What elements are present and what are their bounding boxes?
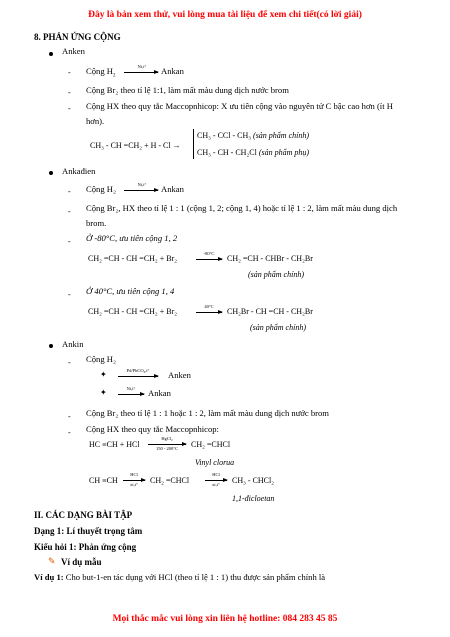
arrow-icon (196, 312, 222, 313)
ankin-eq1-left: HC ≡CH + HCl (89, 440, 140, 449)
anken-equation-main: CH₃ - CCl - CH₃ (sản phẩm chính) (197, 131, 310, 140)
ankadien-case1-title: Ở -80°C, ưu tiên cộng 1, 2 (86, 233, 178, 243)
ankadien-br2-text-2: brom. (86, 218, 107, 228)
ankin-option1-condition: Pd/PbCO₃,t° (126, 368, 150, 373)
anken-equation-left: CH₃ - CH =CH₂ + H - Cl → (90, 141, 181, 150)
ankadien-br2-text-1: Cộng Br₂, HX theo tỉ lệ 1 : 1 (cộng 1, 2; cộng 1, 4) hoặc tỉ lệ 1 : 2, làm mất màu dung dịch (86, 203, 398, 213)
ankin-br2-text: Cộng Br₂ theo tỉ lệ 1 : 1 hoặc 1 : 2, làm mất màu dung dịch nước brom (86, 408, 329, 418)
section-title: 8. PHẢN ỨNG CỘNG (34, 32, 121, 42)
bullet-icon (49, 171, 53, 175)
arrow-icon (205, 480, 227, 481)
arrow-icon (118, 394, 144, 395)
ankin-eq2-name: 1,1-đicloetan (232, 494, 275, 503)
arrow-icon (196, 259, 222, 260)
ankadien-case2-right: CH₂Br - CH =CH - CH₂Br (227, 307, 313, 316)
ankadien-case1-right: CH₂ =CH - CHBr - CH₂Br (227, 254, 313, 263)
anken-h2-text: Cộng $H_2$ (86, 66, 116, 79)
anken-h2-product: Ankan (161, 66, 184, 76)
ankin-option1-product: Anken (168, 370, 191, 380)
ankin-eq2-condition-bottom-2: xt,t° (212, 482, 220, 487)
arrow-icon (124, 72, 158, 73)
ankadien-heading: Ankađien (62, 166, 96, 176)
ankadien-case1-note: (sản phẩm chính) (248, 270, 304, 279)
ankadien-case2-note: (sản phẩm chính) (250, 323, 306, 332)
vidu-mau-title: Ví dụ mẫu (61, 557, 102, 567)
pen-icon: ✎ (48, 556, 56, 566)
ankin-eq1-right: CH₂ =CHCl (191, 440, 231, 449)
dash-icon: - (68, 207, 71, 216)
ankin-eq1-condition-bottom: 150 - 200°C (155, 446, 179, 451)
ankadien-case1-condition: -80°C (203, 251, 215, 256)
ankadien-case2-condition: 40°C (204, 304, 214, 309)
bullet-icon (49, 344, 53, 348)
ankadien-h2-condition: Ni,t° (137, 182, 147, 187)
anken-hx-text-1: Cộng HX theo quy tắc Maccopnhicop: X ưu tiên cộng vào nguyên tử C bậc cao hơn (ít H (86, 101, 393, 111)
ankadien-case2-title: Ở 40°C, ưu tiên cộng 1, 4 (86, 286, 175, 296)
ankin-option2-product: Ankan (148, 388, 171, 398)
anken-br2-text: Cộng Br₂ theo tỉ lệ 1:1, làm mất màu dung dịch nước brom (86, 85, 289, 95)
anken-equation-minor: CH₃ - CH - CH₂Cl (sản phẩm phụ) (197, 148, 310, 157)
ankin-eq2-condition-top-2: HCl (212, 472, 220, 477)
ankin-heading: Ankin (62, 339, 84, 349)
brace-icon (193, 129, 194, 159)
ankadien-case2-left: CH₂ =CH - CH =CH₂ + Br₂ (88, 307, 178, 316)
ankin-eq2-condition-top-1: HCl (130, 472, 138, 477)
arrow-bullet-icon: ✦ (100, 370, 107, 379)
dash-icon: - (68, 237, 71, 246)
arrow-icon (123, 480, 145, 481)
dash-icon: - (68, 187, 71, 196)
top-banner: Đây là bản xem thử, vui lòng mua tài liệu để xem chi tiết(có lời giải) (88, 10, 362, 20)
section-title: II. CÁC DẠNG BÀI TẬP (34, 510, 133, 520)
arrow-icon (148, 444, 186, 445)
dash-icon: - (68, 412, 71, 421)
anken-h2-condition: Ni,t° (137, 64, 147, 69)
ankadien-h2-text: Cộng H₂ (86, 184, 116, 194)
dash-icon: - (68, 290, 71, 299)
dash-icon: - (68, 104, 71, 113)
arrow-icon (118, 376, 158, 377)
ankadien-case1-left: CH₂ =CH - CH =CH₂ + Br₂ (88, 254, 178, 263)
dash-icon: - (68, 358, 71, 367)
ankin-eq2-reactant: CH ≡CH (89, 476, 118, 485)
ankin-eq2-intermediate: CH₂ =CHCl (150, 476, 190, 485)
ankin-hx-text: Cộng HX theo quy tắc Maccopnhicop: (86, 424, 219, 434)
kieu-title: Kiểu hỏi 1: Phản ứng cộng (34, 542, 137, 552)
arrow-bullet-icon: ✦ (100, 388, 107, 397)
dash-icon: - (68, 68, 71, 77)
ankin-option2-condition: Ni,t° (126, 386, 136, 391)
anken-heading: Anken (62, 46, 85, 56)
vidu-1-text: Ví dụ 1: Cho but-1-en tác dụng với HCl (theo tỉ lệ 1 : 1) thu được sản phẩm chính là (34, 572, 326, 582)
ankin-eq1-condition-top: HgCl₂ (161, 436, 173, 441)
ankin-eq2-condition-bottom-1: xt,t° (130, 482, 138, 487)
arrow-icon (124, 190, 158, 191)
dash-icon: - (68, 88, 71, 97)
bottom-banner: Mọi thắc mắc vui lòng xin liên hệ hotline: 084 283 45 85 (112, 614, 338, 624)
anken-hx-text-2: hơn). (86, 116, 105, 126)
ankin-eq2-product: CH₃ - CHCl₂ (232, 476, 275, 485)
bullet-icon (49, 52, 53, 56)
dash-icon: - (68, 428, 71, 437)
ankadien-h2-product: Ankan (161, 184, 184, 194)
dang-title: Dạng 1: Lí thuyết trọng tâm (34, 526, 143, 536)
ankin-eq1-name: Vinyl clorua (195, 458, 235, 467)
ankin-h2-text: Cộng H₂ (86, 354, 116, 364)
